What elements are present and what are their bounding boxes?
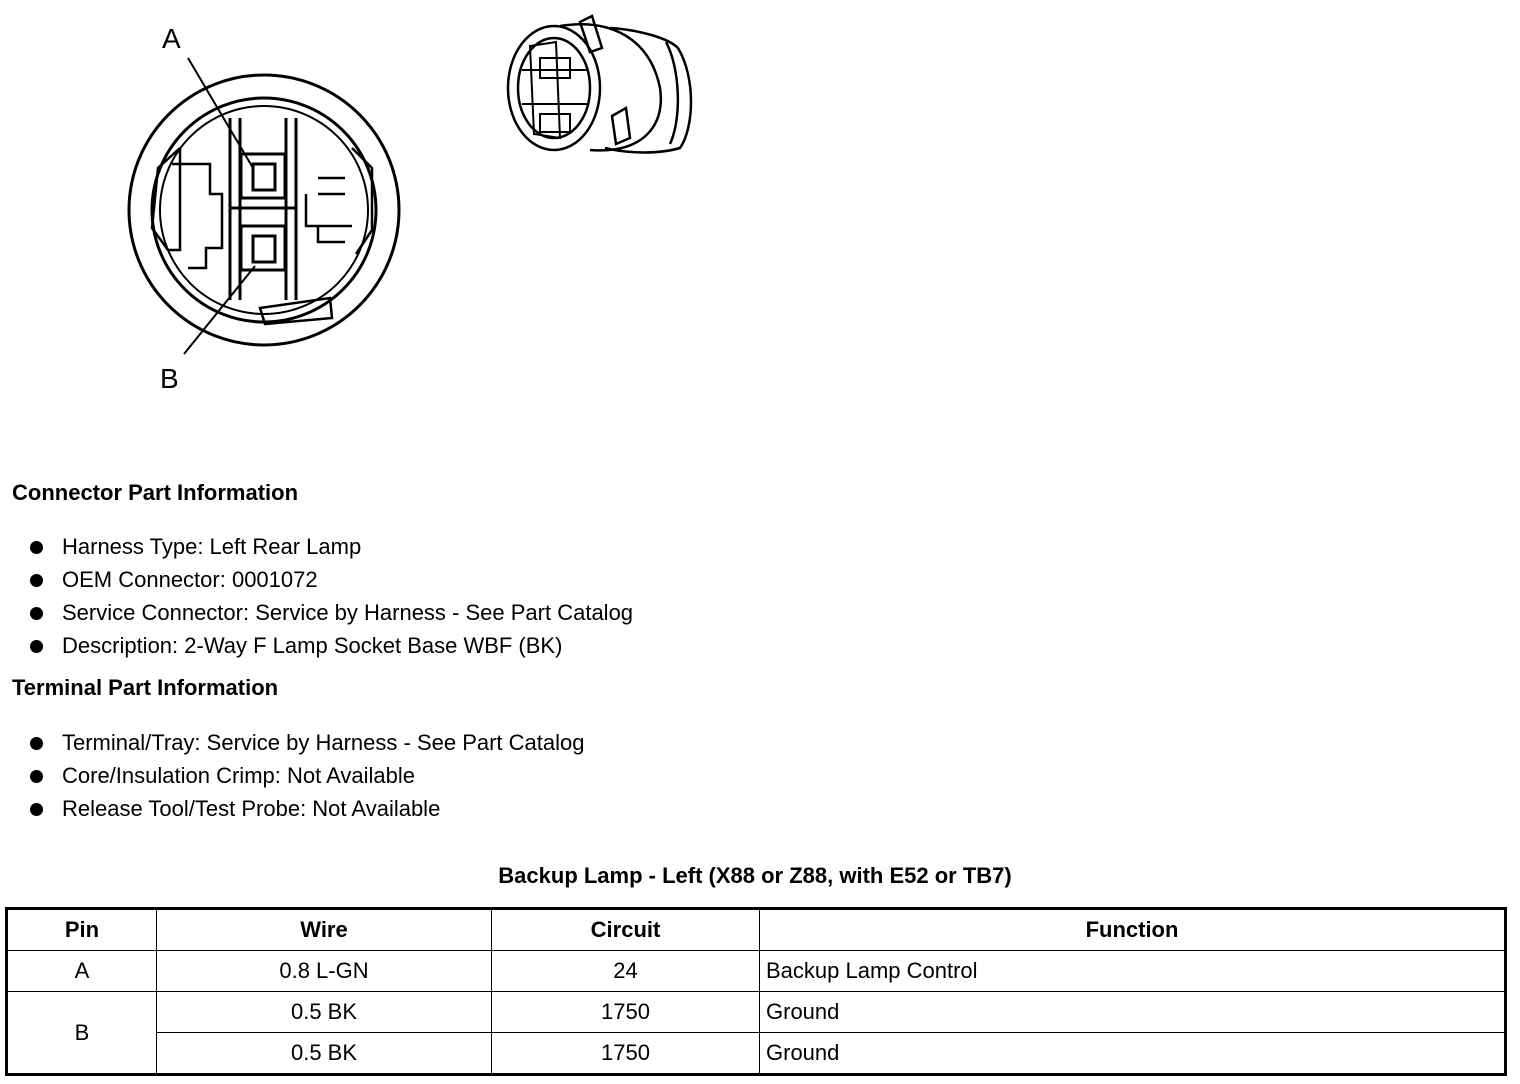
bullet-icon bbox=[30, 803, 43, 816]
terminal-info-list bbox=[28, 726, 585, 825]
table-row bbox=[7, 992, 1506, 1033]
bullet-icon bbox=[30, 640, 43, 653]
table-row bbox=[7, 1033, 1506, 1075]
pin-b-label: B bbox=[160, 363, 179, 394]
bullet-icon bbox=[30, 607, 43, 620]
column-header-circuit: Circuit bbox=[492, 909, 760, 951]
pin-a-label: A bbox=[162, 23, 181, 54]
connector-front-view bbox=[110, 18, 410, 358]
column-header-pin: Pin bbox=[7, 909, 157, 951]
connector-info-list bbox=[28, 530, 633, 662]
circuit-cell: 1750 bbox=[492, 992, 760, 1033]
list-item-text: OEM Connector: 0001072 bbox=[62, 567, 318, 592]
list-item bbox=[28, 726, 585, 759]
list-item-text: Description: 2-Way F Lamp Socket Base WBF (BK) bbox=[62, 633, 563, 658]
list-item bbox=[28, 759, 585, 792]
column-header-wire: Wire bbox=[157, 909, 492, 951]
list-item bbox=[28, 596, 633, 629]
list-item bbox=[28, 563, 633, 596]
list-item bbox=[28, 629, 633, 662]
list-item-text: Terminal/Tray: Service by Harness - See Part Catalog bbox=[62, 730, 585, 755]
bullet-icon bbox=[30, 541, 43, 554]
circuit-cell: 24 bbox=[492, 951, 760, 992]
function-cell: Ground bbox=[760, 1033, 1506, 1075]
bullet-icon bbox=[30, 737, 43, 750]
pinout-table bbox=[5, 907, 1507, 1076]
wire-cell: 0.8 L-GN bbox=[157, 951, 492, 992]
list-item bbox=[28, 792, 585, 825]
list-item-text: Service Connector: Service by Harness - See Part Catalog bbox=[62, 600, 634, 625]
bullet-icon bbox=[30, 770, 43, 783]
list-item-text: Release Tool/Test Probe: Not Available bbox=[62, 796, 441, 821]
bullet-icon bbox=[30, 574, 43, 587]
list-item bbox=[28, 530, 633, 563]
pin-cell: A bbox=[7, 951, 157, 992]
connector-info-heading: Connector Part Information bbox=[12, 480, 299, 505]
wire-cell: 0.5 BK bbox=[157, 992, 492, 1033]
table-header-row bbox=[7, 909, 1506, 951]
terminal-info-heading: Terminal Part Information bbox=[12, 675, 279, 700]
table-title: Backup Lamp - Left (X88 or Z88, with E52 or TB7) bbox=[498, 863, 1012, 888]
wire-cell: 0.5 BK bbox=[157, 1033, 492, 1075]
list-item-text: Harness Type: Left Rear Lamp bbox=[62, 534, 362, 559]
connector-isometric-view bbox=[500, 8, 710, 158]
table-row bbox=[7, 951, 1506, 992]
circuit-cell: 1750 bbox=[492, 1033, 760, 1075]
function-cell: Backup Lamp Control bbox=[760, 951, 1506, 992]
list-item-text: Core/Insulation Crimp: Not Available bbox=[62, 763, 415, 788]
pin-cell: B bbox=[7, 992, 157, 1075]
function-cell: Ground bbox=[760, 992, 1506, 1033]
column-header-function: Function bbox=[760, 909, 1506, 951]
